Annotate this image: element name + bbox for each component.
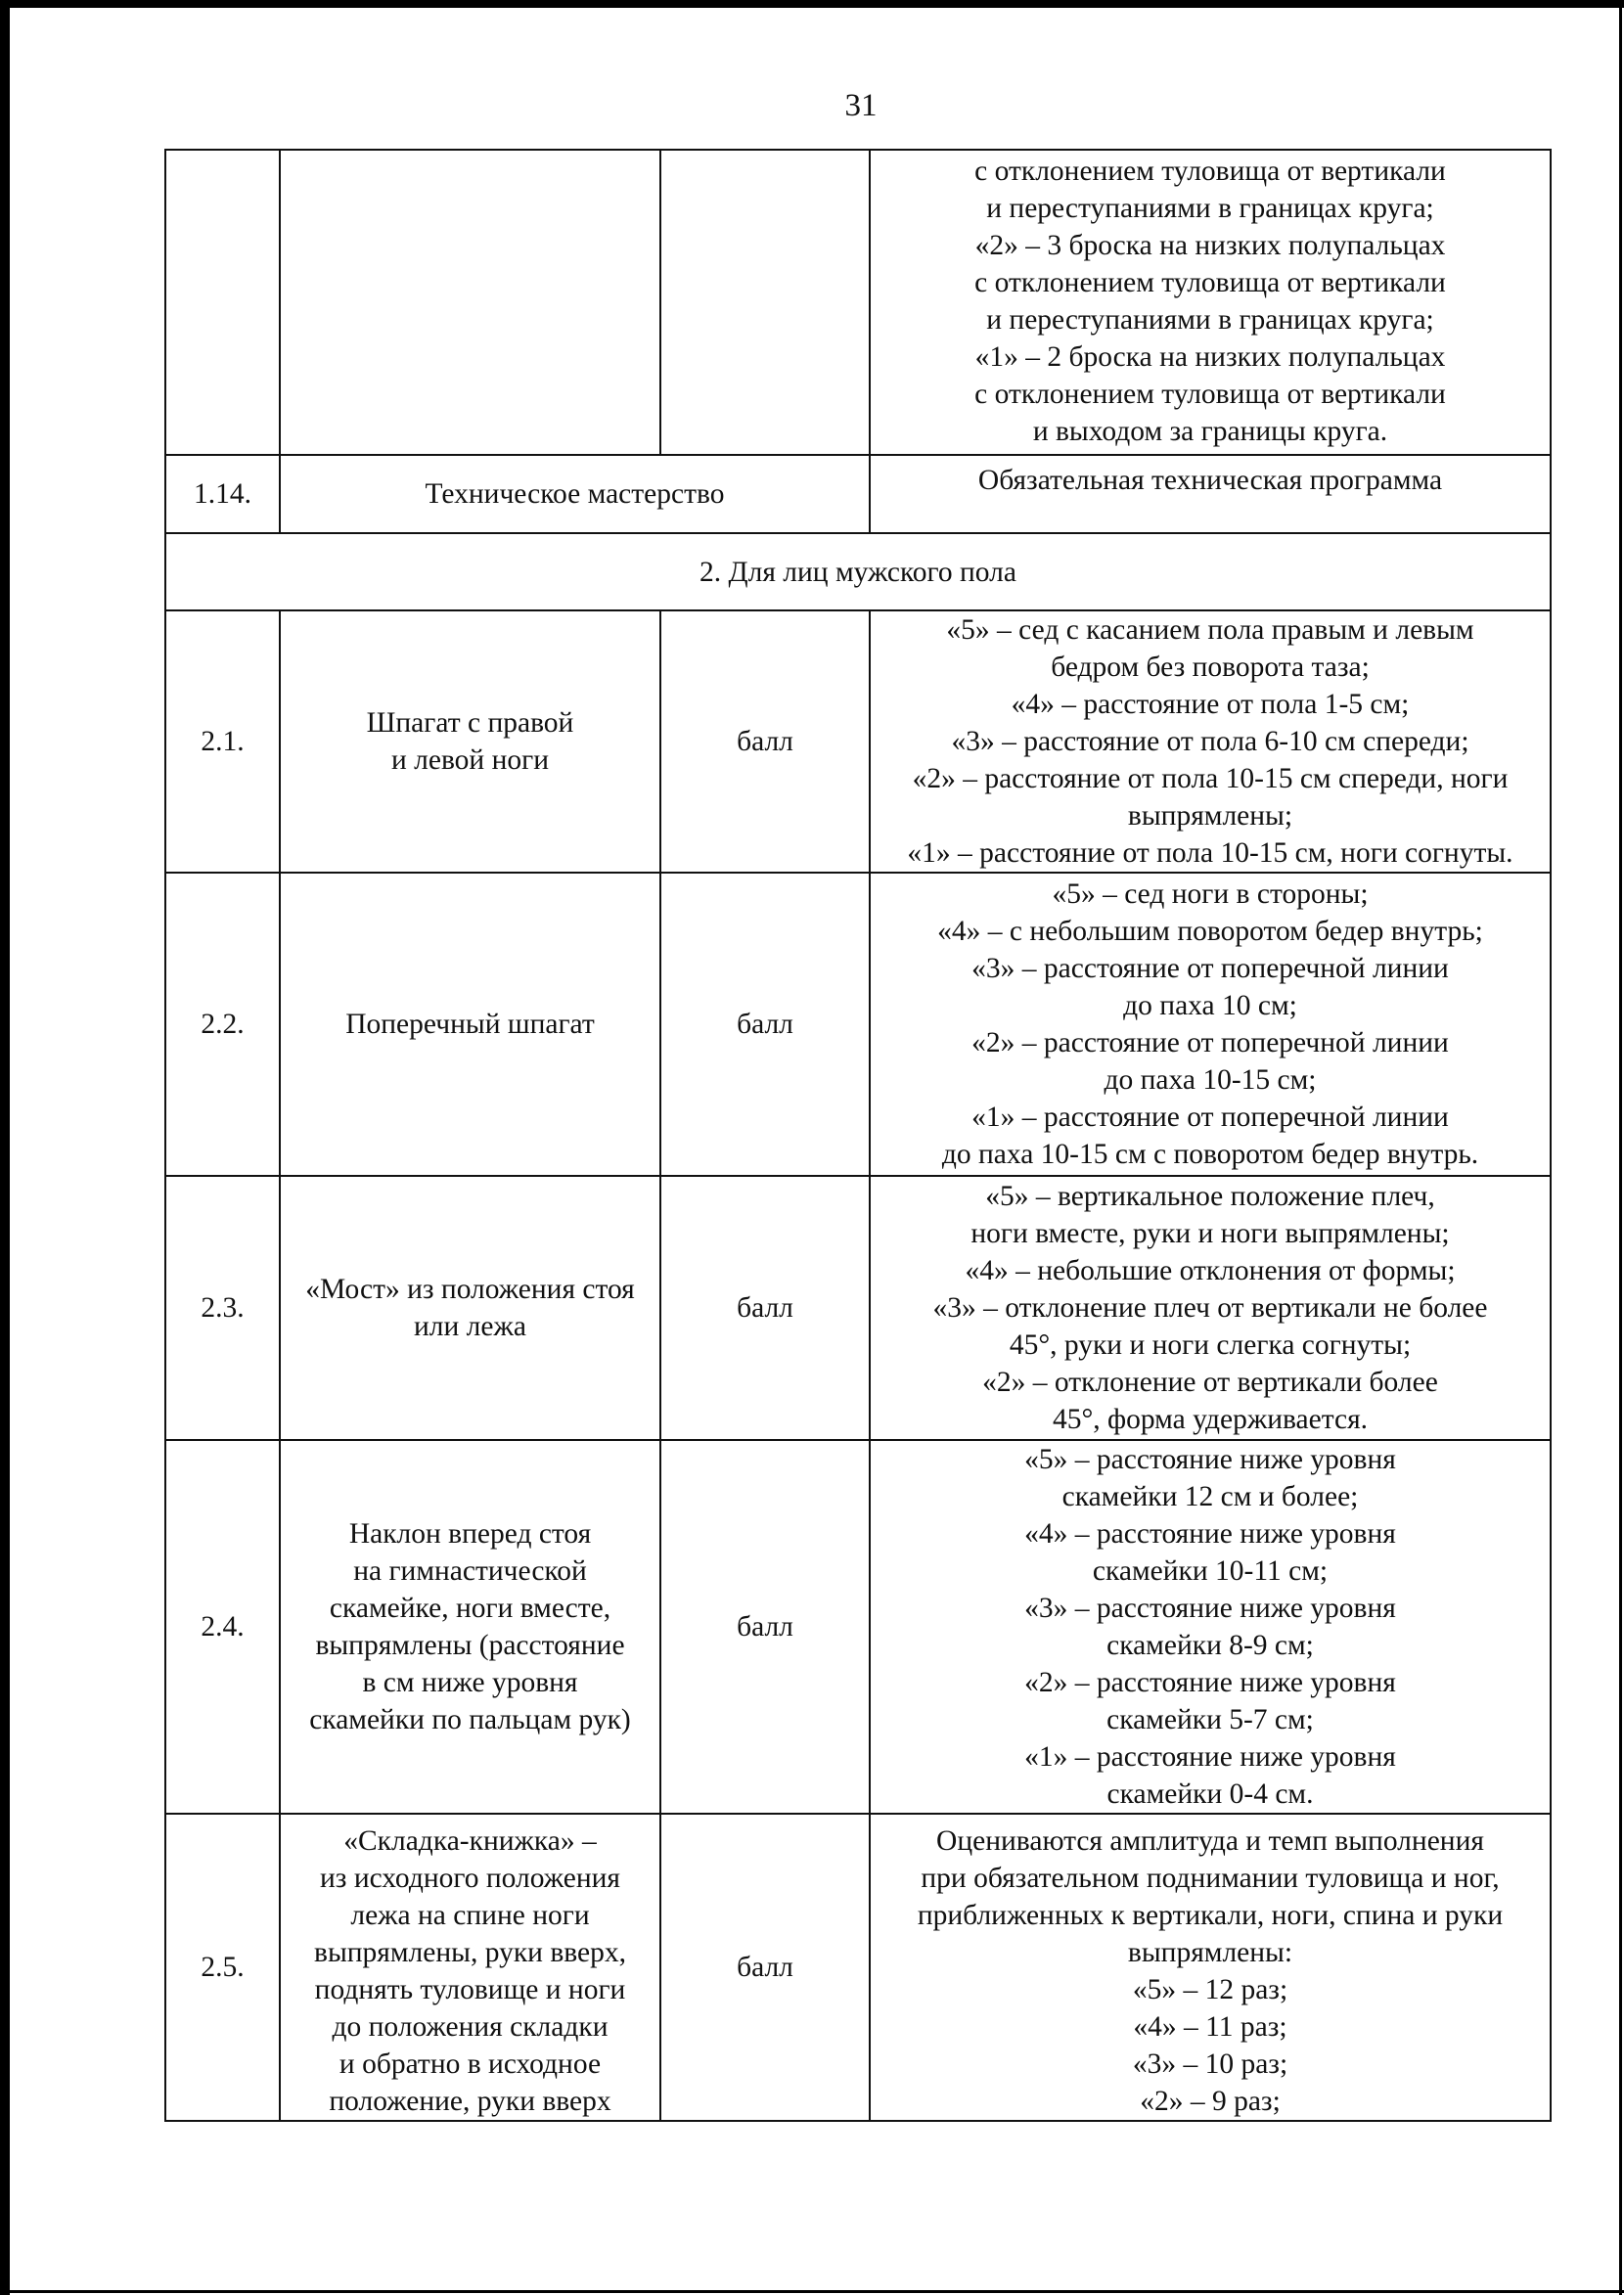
cell-number: 2.3.	[165, 1176, 280, 1440]
description-line: «1» – 2 броска на низких полупальцах	[974, 341, 1446, 373]
cell-unit	[660, 150, 870, 455]
section-header: 2. Для лиц мужского пола	[165, 533, 1551, 610]
scan-frame-bottom	[0, 2290, 1624, 2293]
description-line: «4» – расстояние от пола 1-5 см;	[1011, 689, 1410, 720]
cell-name	[280, 873, 660, 1176]
description-line: с отклонением туловища от вертикали	[974, 156, 1446, 187]
cell-name: Техническое мастерство	[280, 455, 870, 533]
cell-name	[280, 610, 660, 873]
description-line: «4» – небольшие отклонения от формы;	[965, 1255, 1456, 1286]
description-line: ноги вместе, руки и ноги выпрямлены;	[970, 1218, 1450, 1249]
cell-unit: балл	[660, 1176, 870, 1440]
name-line: скамейки по пальцам рук)	[309, 1704, 631, 1735]
description-line: скамейки 5-7 см;	[1106, 1704, 1314, 1735]
cell-name	[280, 150, 660, 455]
cell-name	[280, 1176, 660, 1440]
description-line: «2» – расстояние ниже уровня	[1024, 1667, 1396, 1698]
description-line: «2» – 3 броска на низких полупальцах	[974, 230, 1446, 261]
description-line: до паха 10-15 см с поворотом бедер внутрь.	[941, 1139, 1479, 1170]
description-line: до паха 10 см;	[1123, 990, 1297, 1021]
table-row-2-5	[165, 1814, 1551, 2121]
cell-number: 2.5.	[165, 1814, 280, 2121]
name-line: Наклон вперед стоя	[348, 1518, 592, 1550]
description-line: и переступаниями в границах круга;	[986, 304, 1434, 336]
name-line: на гимнастической	[353, 1555, 587, 1587]
description-line: с отклонением туловища от вертикали	[974, 267, 1446, 298]
description-line: «5» – сед ноги в стороны;	[1052, 878, 1369, 910]
description-line: «3» – отклонение плеч от вертикали не более	[932, 1292, 1488, 1324]
description-line: и выходом за границы круга.	[1032, 416, 1388, 447]
cell-number: 2.2.	[165, 873, 280, 1176]
name-line: Поперечный шпагат	[345, 1009, 595, 1040]
description-line: «3» – расстояние ниже уровня	[1024, 1593, 1396, 1624]
description-line: «4» – с небольшим поворотом бедер внутрь;	[937, 916, 1483, 947]
table-row-continuation	[165, 150, 1551, 455]
name-line: поднять туловище и ноги	[314, 1974, 626, 2005]
cell-description	[870, 150, 1551, 455]
description-line: выпрямлены:	[1127, 1937, 1293, 1968]
description-line: «4» – расстояние ниже уровня	[1024, 1518, 1396, 1550]
description-line: скамейки 8-9 см;	[1106, 1630, 1314, 1661]
description-line: с отклонением туловища от вертикали	[974, 379, 1446, 410]
description-line: «4» – 11 раз;	[1133, 2011, 1287, 2043]
cell-unit: балл	[660, 873, 870, 1176]
description-line: бедром без поворота таза;	[1051, 652, 1370, 683]
name-line: скамейке, ноги вместе,	[329, 1593, 611, 1624]
cell-description	[870, 873, 1551, 1176]
name-line: и обратно в исходное	[338, 2048, 602, 2080]
description-line: «1» – расстояние от поперечной линии	[971, 1102, 1449, 1133]
name-line: «Складка-книжка» –	[343, 1825, 597, 1857]
cell-number: 2.1.	[165, 610, 280, 873]
name-line: в см ниже уровня	[362, 1667, 578, 1698]
cell-description	[870, 1440, 1551, 1814]
description-line: «3» – 10 раз;	[1132, 2048, 1288, 2080]
cell-name	[280, 1814, 660, 2121]
description-line: скамейки 10-11 см;	[1092, 1555, 1329, 1587]
scan-frame-right	[1619, 0, 1622, 2295]
description-line: и переступаниями в границах круга;	[986, 193, 1434, 224]
description-line: 45°, форма удерживается.	[1052, 1404, 1369, 1435]
name-line: Шпагат с правой	[366, 707, 574, 739]
name-line: «Мост» из положения стоя	[305, 1274, 635, 1305]
description-line: «2» – расстояние от поперечной линии	[971, 1027, 1449, 1058]
name-line: выпрямлены, руки вверх,	[314, 1937, 626, 1968]
description-line: «2» – отклонение от вертикали более	[982, 1367, 1438, 1398]
table-section-header-row	[165, 533, 1551, 610]
description-line: до паха 10-15 см;	[1104, 1064, 1317, 1096]
table-row-1-14	[165, 455, 1551, 533]
description-line: «2» – 9 раз;	[1140, 2086, 1281, 2117]
table-row-2-3	[165, 1176, 1551, 1440]
name-line: положение, руки вверх	[329, 2086, 611, 2117]
cell-description: Обязательная техническая программа	[870, 455, 1551, 533]
description-line: «1» – расстояние от пола 10-15 см, ноги согнуты.	[907, 837, 1513, 869]
description-line: «5» – 12 раз;	[1132, 1974, 1288, 2005]
criteria-table	[164, 149, 1552, 2122]
description-line: скамейки 0-4 см.	[1106, 1778, 1314, 1810]
table-row-2-1	[165, 610, 1551, 873]
page-number: 31	[844, 88, 878, 123]
description-line: при обязательном поднимании туловища и ног,	[921, 1863, 1500, 1894]
description-line: «2» – расстояние от пола 10-15 см спереди, ноги	[912, 763, 1509, 794]
cell-unit: балл	[660, 610, 870, 873]
scan-frame-left	[0, 0, 10, 2295]
description-line: «5» – расстояние ниже уровня	[1024, 1444, 1396, 1475]
name-line: выпрямлены (расстояние	[315, 1630, 625, 1661]
cell-description	[870, 1814, 1551, 2121]
name-line: из исходного положения	[320, 1863, 620, 1894]
cell-unit: балл	[660, 1814, 870, 2121]
table-row-2-4	[165, 1440, 1551, 1814]
description-line: «1» – расстояние ниже уровня	[1024, 1741, 1396, 1773]
description-line: выпрямлены;	[1127, 800, 1293, 832]
cell-name	[280, 1440, 660, 1814]
name-line: до положения складки	[332, 2011, 609, 2043]
cell-number: 2.4.	[165, 1440, 280, 1814]
description-line: Оцениваются амплитуда и темп выполнения	[936, 1825, 1484, 1857]
name-line: лежа на спине ноги	[350, 1900, 590, 1931]
table-row-2-2	[165, 873, 1551, 1176]
cell-description	[870, 1176, 1551, 1440]
cell-number: 1.14.	[165, 455, 280, 533]
scan-frame-top	[0, 0, 1624, 8]
description-line: 45°, руки и ноги слегка согнуты;	[1009, 1329, 1412, 1361]
cell-description	[870, 610, 1551, 873]
description-line: «3» – расстояние от поперечной линии	[971, 953, 1449, 984]
description-line: «5» – сед с касанием пола правым и левым	[946, 614, 1474, 646]
cell-unit: балл	[660, 1440, 870, 1814]
name-line: и левой ноги	[390, 744, 550, 776]
description-line: скамейки 12 см и более;	[1061, 1481, 1359, 1512]
description-line: «5» – вертикальное положение плеч,	[985, 1181, 1435, 1212]
description-line: приближенных к вертикали, ноги, спина и руки	[917, 1900, 1504, 1931]
description-line: «3» – расстояние от пола 6-10 см спереди;	[951, 726, 1469, 757]
name-line: или лежа	[414, 1311, 526, 1342]
cell-number	[165, 150, 280, 455]
